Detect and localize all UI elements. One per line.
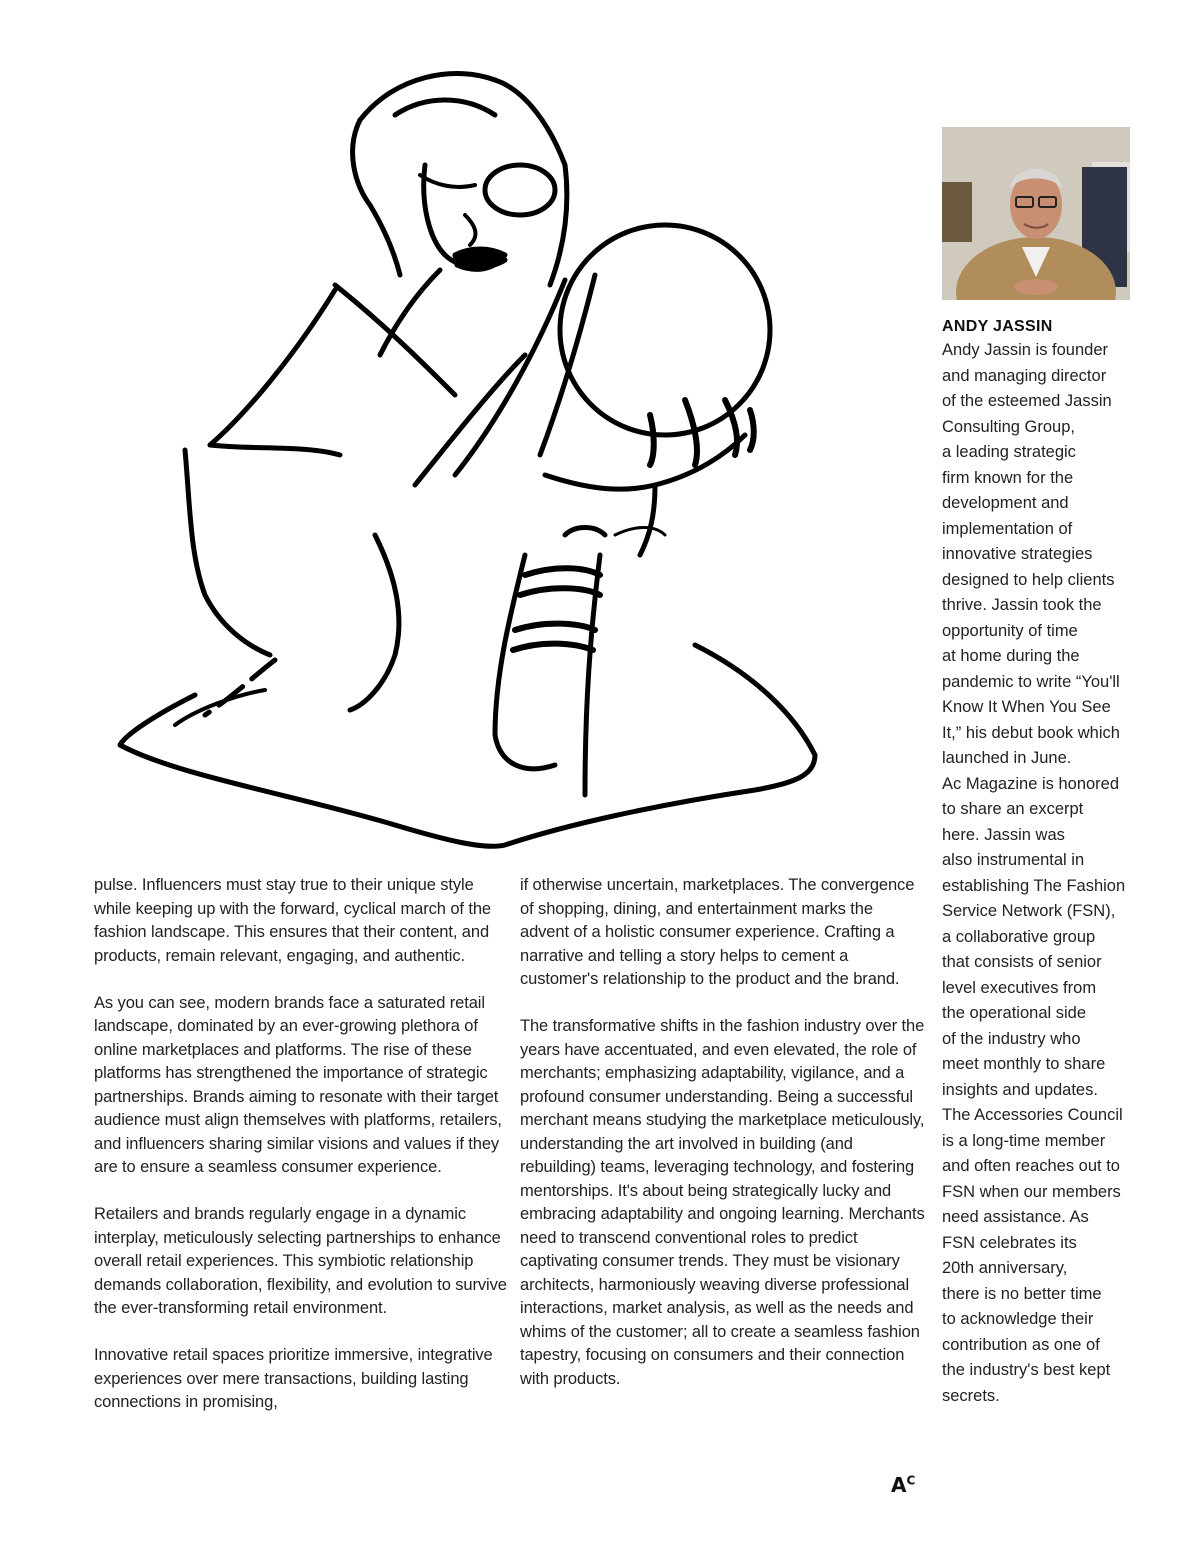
paragraph: if otherwise uncertain, marketplaces. The convergence of shopping, dining, and entertainment marks the advent of a holistic consumer experience. Crafting a narrative and telling a story helps to cement a customer's relationship to the product and the brand. xyxy=(520,876,915,988)
magazine-logo xyxy=(891,1473,915,1497)
article-column-middle xyxy=(520,874,925,1415)
logo-sup: C xyxy=(906,1473,916,1488)
paragraph: Innovative retail spaces prioritize immersive, integrative experiences over mere transactions, building lasting connections in promising, xyxy=(94,1346,493,1411)
author-photo xyxy=(942,127,1130,300)
author-bio: Andy Jassin is founder and managing director of the esteemed Jassin Consulting Group, a leading strategic firm known for the development and implementation of innovative strategies designed to help clients thrive. Jassin took the opportunity of time at home during the pandemic to write “You'll Know It When You See It,” his debut book which launched in June. Ac Magazine is honored to share an excerpt here. Jassin was also instrumental in establishing The Fashion Service Network (FSN), a collaborative group that consists of senior level executives from the operational side of the industry who meet monthly to share insights and updates. The Accessories Council is a long-time member and often reaches out to FSN when our members need assistance. As FSN celebrates its 20th anniversary, there is no better time to acknowledge their contribution as one of the industry's best kept secrets. xyxy=(942,341,1126,1405)
author-name: ANDY JASSIN xyxy=(942,318,1053,335)
paragraph: Retailers and brands regularly engage in a dynamic interplay, meticulously selecting partnerships to enhance overall retail experiences. This symbiotic relationship demands collaboration, flexibility, and evolution to survive the ever-transforming retail environment. xyxy=(94,1205,507,1317)
paragraph: pulse. Influencers must stay true to their unique style while keeping up with the forward, cyclical march of the fashion landscape. This ensures that their content, and products, remain relevant, engaging, and authentic. xyxy=(94,876,492,965)
paragraph: As you can see, modern brands face a saturated retail landscape, dominated by an ever-growing plethora of online marketplaces and platforms. The rise of these platforms has strengthened the importance of strategic partnerships. Brands aiming to resonate with their target audience must align themselves with platforms, retailers, and influencers sharing similar visions and values if they are to ensure a seamless consumer experience. xyxy=(94,993,502,1176)
line-art-illustration xyxy=(95,55,825,855)
logo-main: A xyxy=(891,1473,907,1497)
article-column-left xyxy=(94,874,514,1438)
paragraph: The transformative shifts in the fashion industry over the years have accentuated, and even elevated, the role of merchants; emphasizing adaptability, vigilance, and a profound consumer understanding. Being a successful merchant means studying the marketplace meticulously, understanding the art involved in building (and rebuilding) teams, leveraging technology, and fostering mentorships. It's about being strategically lucky and embracing adaptability and ongoing learning. Merchants need to transcend conventional roles to predict captivating consumer trends. They must be visionary architects, harmoniously weaving diverse professional interactions, market analysis, as well as the needs and whims of the customer; all to create a seamless fashion tapestry, focusing on consumers and their connection with products. xyxy=(520,1017,925,1388)
author-bio-sidebar xyxy=(942,127,1152,1409)
